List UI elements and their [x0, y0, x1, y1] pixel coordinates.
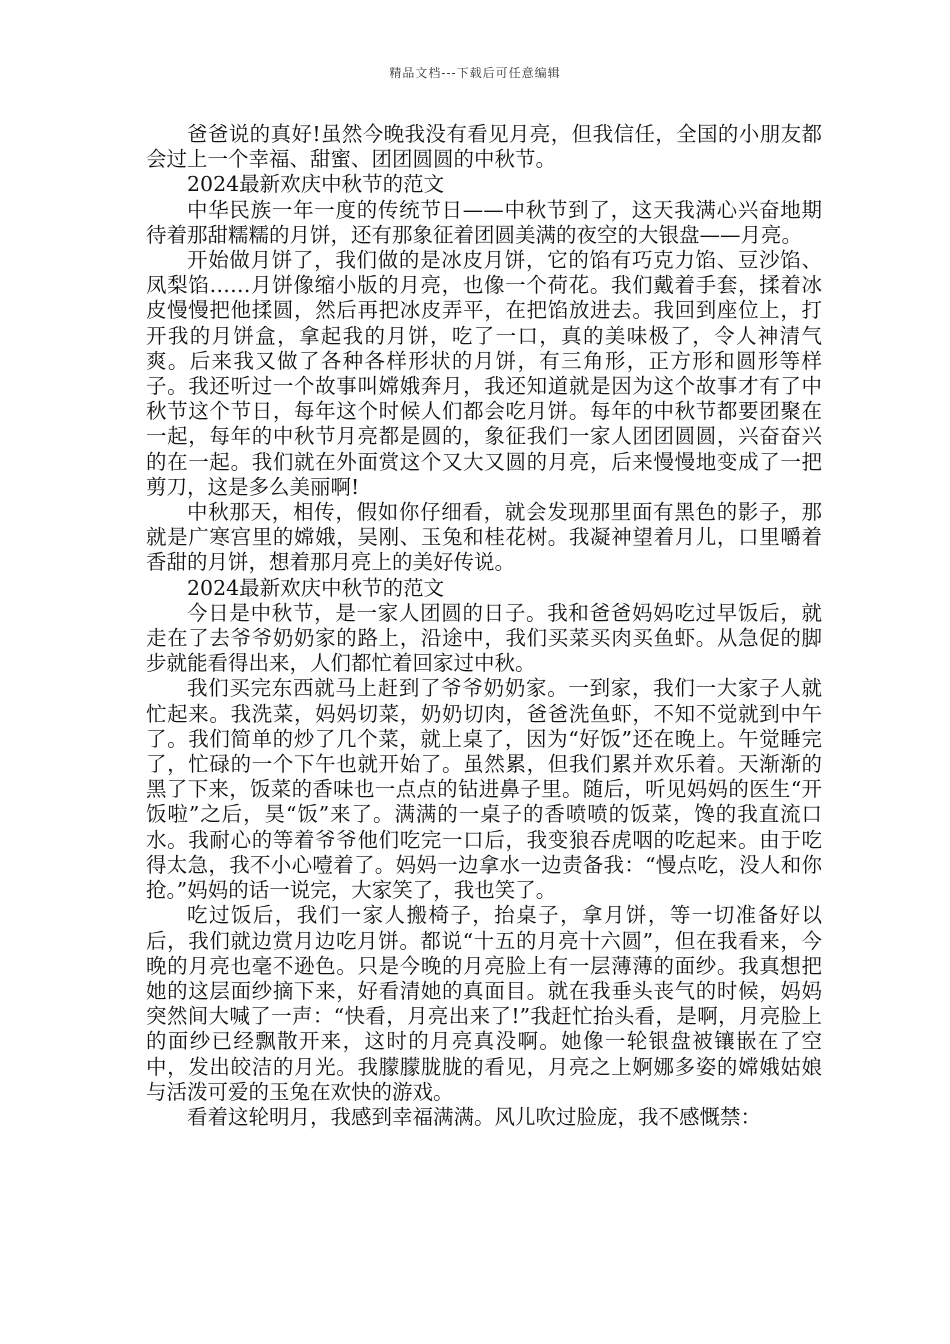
- document-body: [146, 122, 822, 1130]
- section-heading: 2024最新欢庆中秋节的范文: [187, 172, 445, 197]
- paragraph: 开始做月饼了，我们做的是冰皮月饼，它的馅有巧克力馅、豆沙馅、凤梨馅……月饼像缩小版的月亮，也像一个荷花。我们戴着手套，揉着冰皮慢慢把他揉圆，然后再把冰皮弄平，在把馅放进去。我回到座位上，打开我的月饼盒，拿起我的月饼，吃了一口，真的美味极了，令人神清气爽。后来我又做了各种各样形状的月饼，有三角形，正方形和圆形等样子。我还听过一个故事叫嫦娥奔月，我还知道就是因为这个故事才有了中秋节这个节日，每年这个时候人们都会吃月饼。每年的中秋节都要团聚在一起，每年的中秋节月亮都是圆的，象征我们一家人团团圆圆，兴奋奋兴的在一起。我们就在外面赏这个又大又圆的月亮，后来慢慢地变成了一把剪刀，这是多么美丽啊!: [146, 248, 822, 499]
- page-header: 精品文档---下载后可任意编辑: [389, 66, 561, 80]
- section-heading: 2024最新欢庆中秋节的范文: [187, 575, 445, 600]
- paragraph: 吃过饭后，我们一家人搬椅子，抬桌子，拿月饼，等一切准备好以后，我们就边赏月边吃月饼。都说“十五的月亮十六圆”，但在我看来，今晚的月亮也毫不逊色。只是今晚的月亮脸上有一层薄薄的面纱。我真想把她的这层面纱摘下来，好看清她的真面目。就在我垂头丧气的时候，妈妈突然间大喊了一声：“快看，月亮出来了!”我赶忙抬头看，是啊，月亮脸上的面纱已经飘散开来，这时的月亮真没啊。她像一轮银盘被镶嵌在了空中，发出皎洁的月光。我朦朦胧胧的看见，月亮之上婀娜多姿的嫦娥姑娘与活泼可爱的玉兔在欢快的游戏。: [146, 903, 822, 1104]
- paragraph: 爸爸说的真好!虽然今晚我没有看见月亮，但我信任，全国的小朋友都会过上一个幸福、甜蜜、团团圆圆的中秋节。: [146, 122, 822, 172]
- paragraph: 我们买完东西就马上赶到了爷爷奶奶家。一到家，我们一大家子人就忙起来。我洗菜，妈妈切菜，奶奶切肉，爸爸洗鱼虾，不知不觉就到中午了。我们简单的炒了几个菜，就上桌了，因为“好饭”还在晚上。午觉睡完了，忙碌的一个下午也就开始了。虽然累，但我们累并欢乐着。天渐渐的黑了下来，饭菜的香味也一点点的钻进鼻子里。随后，听见妈妈的医生“开饭啦”之后，昊“饭”来了。满满的一桌子的香喷喷的饭菜，馋的我直流口水。我耐心的等着爷爷他们吃完一口后，我变狼吞虎咽的吃起来。由于吃得太急，我不小心噎着了。妈妈一边拿水一边责备我：“慢点吃，没人和你抢。”妈妈的话一说完，大家笑了，我也笑了。: [146, 676, 822, 903]
- paragraph: 今日是中秋节，是一家人团圆的日子。我和爸爸妈妈吃过早饭后，就走在了去爷爷奶奶家的路上，沿途中，我们买菜买肉买鱼虾。从急促的脚步就能看得出来，人们都忙着回家过中秋。: [146, 600, 822, 676]
- paragraph: 看着这轮明月，我感到幸福满满。风儿吹过脸庞，我不感慨禁：: [187, 1104, 761, 1129]
- paragraph: 中华民族一年一度的传统节日——中秋节到了，这天我满心兴奋地期待着那甜糯糯的月饼，还有那象征着团圆美满的夜空的大银盘——月亮。: [146, 197, 822, 247]
- paragraph: 中秋那天，相传，假如你仔细看，就会发现那里面有黑色的影子，那就是广寒宫里的嫦娥，吴刚、玉兔和桂花树。我凝神望着月儿，口里嚼着香甜的月饼，想着那月亮上的美好传说。: [146, 500, 822, 575]
